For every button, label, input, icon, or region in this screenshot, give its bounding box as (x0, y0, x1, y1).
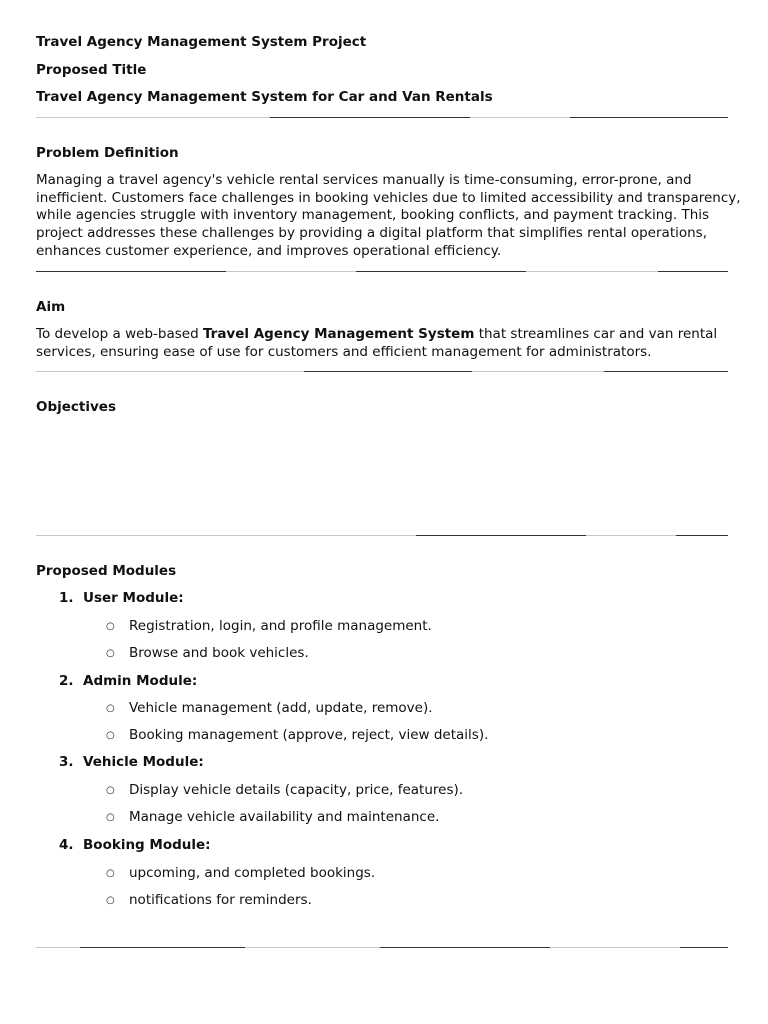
aim-text-line: services, ensuring ease of use for customers and efficient management for administrators. (36, 344, 652, 360)
aim-heading: Aim (36, 299, 66, 315)
problem-text-line: enhances customer experience, and improves operational efficiency. (36, 243, 502, 259)
objectives-heading: Objectives (36, 399, 116, 415)
hollow-bullet-icon: ○ (106, 703, 115, 714)
section-divider (36, 371, 728, 372)
hollow-bullet-icon: ○ (106, 621, 115, 632)
module-title-booking: Booking Module: (83, 837, 211, 853)
section-divider (36, 535, 728, 536)
module-title-vehicle: Vehicle Module: (83, 754, 204, 770)
aim-prefix: To develop a web-based (36, 326, 203, 342)
hollow-bullet-icon: ○ (106, 868, 115, 879)
aim-text-line (36, 326, 717, 344)
module-subitem: Registration, login, and profile management. (129, 618, 432, 634)
section-divider (36, 117, 728, 118)
hollow-bullet-icon: ○ (106, 895, 115, 906)
section-divider (36, 947, 728, 948)
problem-text-line: Managing a travel agency's vehicle rental services manually is time-consuming, error-prone, and (36, 172, 692, 188)
module-subitem: notifications for reminders. (129, 892, 312, 908)
module-subitem: Vehicle management (add, update, remove). (129, 700, 433, 716)
project-title: Travel Agency Management System Project (36, 34, 367, 50)
problem-heading: Problem Definition (36, 145, 179, 161)
module-number: 2. (59, 673, 74, 689)
module-title-user: User Module: (83, 590, 184, 606)
module-title-admin: Admin Module: (83, 673, 198, 689)
module-subitem: Browse and book vehicles. (129, 645, 309, 661)
modules-heading: Proposed Modules (36, 563, 177, 579)
module-subitem: Display vehicle details (capacity, price, features). (129, 782, 464, 798)
module-number: 4. (59, 837, 74, 853)
module-number: 3. (59, 754, 74, 770)
hollow-bullet-icon: ○ (106, 730, 115, 741)
proposed-title: Travel Agency Management System for Car and Van Rentals (36, 89, 493, 105)
problem-text-line: project addresses these challenges by providing a digital platform that simplifies rental operations, (36, 225, 707, 241)
module-subitem: upcoming, and completed bookings. (129, 865, 376, 881)
module-subitem: Manage vehicle availability and maintenance. (129, 809, 440, 825)
aim-bold-term: Travel Agency Management System (202, 326, 475, 342)
problem-text-line: inefficient. Customers face challenges in booking vehicles due to limited accessibility and transparency, (36, 190, 741, 206)
aim-suffix: that streamlines car and van rental (474, 326, 718, 342)
hollow-bullet-icon: ○ (106, 812, 115, 823)
hollow-bullet-icon: ○ (106, 648, 115, 659)
problem-text-line: while agencies struggle with inventory management, booking conflicts, and payment tracking. This (36, 207, 710, 223)
module-subitem: Booking management (approve, reject, view details). (129, 727, 489, 743)
section-divider (36, 271, 728, 272)
module-number: 1. (59, 590, 74, 606)
hollow-bullet-icon: ○ (106, 785, 115, 796)
proposed-title-heading: Proposed Title (36, 62, 147, 78)
